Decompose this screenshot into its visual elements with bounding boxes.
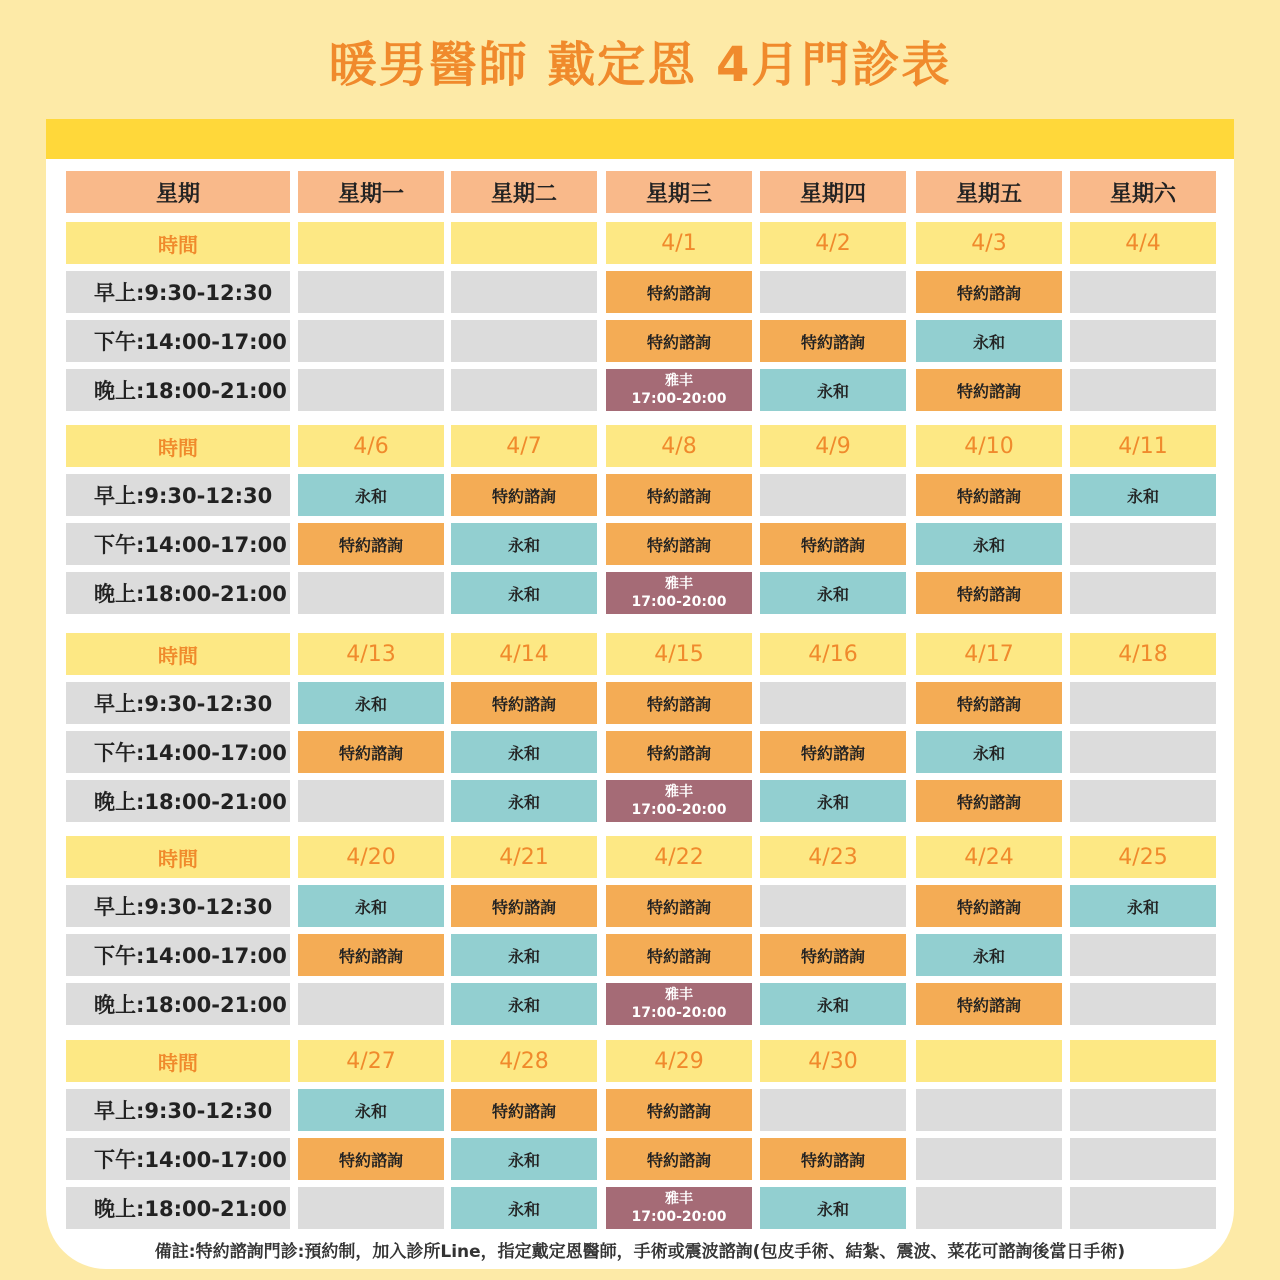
session-cell-yonghe: 永和 <box>451 731 597 773</box>
slot-label-evening: 晚上:18:00-21:00 <box>66 983 290 1025</box>
session-cell-yonghe: 永和 <box>1070 885 1216 927</box>
session-cell-yonghe: 永和 <box>298 474 444 516</box>
session-location: 雅丰 <box>665 1191 693 1207</box>
session-cell-consult: 特約諮詢 <box>760 523 906 565</box>
slot-label-evening: 晚上:18:00-21:00 <box>66 780 290 822</box>
session-cell-empty <box>760 271 906 313</box>
session-cell-empty <box>1070 1138 1216 1180</box>
session-cell-empty <box>298 780 444 822</box>
session-cell-empty <box>916 1138 1062 1180</box>
session-cell-consult: 特約諮詢 <box>916 682 1062 724</box>
session-cell-empty <box>760 885 906 927</box>
slot-label-evening: 晚上:18:00-21:00 <box>66 369 290 411</box>
session-cell-yonghe: 永和 <box>916 523 1062 565</box>
session-cell-consult: 特約諮詢 <box>451 474 597 516</box>
header-cell-weekday: 星期三 <box>606 171 752 213</box>
date-cell: 4/29 <box>606 1040 752 1082</box>
date-cell: 4/23 <box>760 836 906 878</box>
session-cell-yonghe: 永和 <box>451 983 597 1025</box>
slot-label-evening: 晚上:18:00-21:00 <box>66 572 290 614</box>
time-header-cell: 時間 <box>66 633 290 675</box>
slot-label-morning: 早上:9:30-12:30 <box>66 474 290 516</box>
session-cell-yonghe: 永和 <box>760 983 906 1025</box>
date-cell: 4/17 <box>916 633 1062 675</box>
session-cell-consult: 特約諮詢 <box>606 731 752 773</box>
footer-note: 備註:特約諮詢門診:預約制，加入診所Line，指定戴定恩醫師，手術或震波諮詢(包皮手術、結紮、震波、菜花可諮詢後當日手術) <box>154 1242 1126 1262</box>
header-cell-weekday: 星期一 <box>298 171 444 213</box>
date-cell: 4/7 <box>451 425 597 467</box>
session-time: 17:00-20:00 <box>631 1005 727 1021</box>
header-cell-weekday: 星期四 <box>760 171 906 213</box>
session-cell-consult: 特約諮詢 <box>606 523 752 565</box>
session-cell-yonghe: 永和 <box>451 1187 597 1229</box>
date-cell <box>298 222 444 264</box>
session-cell-yonghe: 永和 <box>916 320 1062 362</box>
session-cell-consult: 特約諮詢 <box>916 572 1062 614</box>
date-cell <box>451 222 597 264</box>
session-location: 雅丰 <box>665 987 693 1003</box>
decorative-band <box>46 119 1234 159</box>
slot-label-morning: 早上:9:30-12:30 <box>66 1089 290 1131</box>
header-cell-weekday: 星期五 <box>916 171 1062 213</box>
session-cell-consult: 特約諮詢 <box>916 780 1062 822</box>
session-cell-consult: 特約諮詢 <box>451 682 597 724</box>
session-cell-consult: 特約諮詢 <box>298 523 444 565</box>
slot-label-morning: 早上:9:30-12:30 <box>66 682 290 724</box>
session-cell-consult: 特約諮詢 <box>916 983 1062 1025</box>
header-cell-weekday: 星期六 <box>1070 171 1216 213</box>
date-cell: 4/1 <box>606 222 752 264</box>
session-cell-consult: 特約諮詢 <box>606 1089 752 1131</box>
session-cell-yonghe: 永和 <box>760 572 906 614</box>
session-cell-empty <box>451 320 597 362</box>
session-cell-consult: 特約諮詢 <box>606 682 752 724</box>
slot-label-morning: 早上:9:30-12:30 <box>66 271 290 313</box>
session-cell-yonghe: 永和 <box>451 780 597 822</box>
session-cell-consult: 特約諮詢 <box>606 320 752 362</box>
date-cell: 4/28 <box>451 1040 597 1082</box>
session-cell-consult: 特約諮詢 <box>916 474 1062 516</box>
date-cell: 4/24 <box>916 836 1062 878</box>
session-cell-yonghe: 永和 <box>1070 474 1216 516</box>
session-cell-empty <box>760 1089 906 1131</box>
slot-label-afternoon: 下午:14:00-17:00 <box>66 731 290 773</box>
date-cell: 4/2 <box>760 222 906 264</box>
session-cell-empty <box>916 1187 1062 1229</box>
session-cell-empty <box>451 369 597 411</box>
session-cell-empty <box>760 474 906 516</box>
session-cell-empty <box>1070 572 1216 614</box>
date-cell: 4/14 <box>451 633 597 675</box>
page-title: 暖男醫師 戴定恩 4月門診表 <box>328 37 952 93</box>
session-cell-empty <box>1070 320 1216 362</box>
session-cell-yafeng <box>606 983 752 1025</box>
session-cell-empty <box>1070 682 1216 724</box>
session-cell-consult: 特約諮詢 <box>298 1138 444 1180</box>
session-cell-consult: 特約諮詢 <box>916 271 1062 313</box>
session-cell-yonghe: 永和 <box>451 572 597 614</box>
session-cell-empty <box>1070 1089 1216 1131</box>
date-cell: 4/10 <box>916 425 1062 467</box>
session-cell-empty <box>298 1187 444 1229</box>
session-cell-yonghe: 永和 <box>916 731 1062 773</box>
session-cell-yonghe: 永和 <box>916 934 1062 976</box>
header-cell-label: 星期 <box>66 171 290 213</box>
session-time: 17:00-20:00 <box>631 594 727 610</box>
session-cell-yafeng <box>606 1187 752 1229</box>
session-cell-yonghe: 永和 <box>451 934 597 976</box>
session-cell-empty <box>1070 983 1216 1025</box>
session-cell-consult: 特約諮詢 <box>451 885 597 927</box>
session-cell-consult: 特約諮詢 <box>760 320 906 362</box>
date-cell: 4/8 <box>606 425 752 467</box>
session-time: 17:00-20:00 <box>631 1209 727 1225</box>
slot-label-evening: 晚上:18:00-21:00 <box>66 1187 290 1229</box>
slot-label-morning: 早上:9:30-12:30 <box>66 885 290 927</box>
session-location: 雅丰 <box>665 576 693 592</box>
session-cell-yonghe: 永和 <box>298 1089 444 1131</box>
session-cell-yonghe: 永和 <box>760 780 906 822</box>
session-cell-yonghe: 永和 <box>451 523 597 565</box>
session-cell-yafeng <box>606 369 752 411</box>
session-cell-yonghe: 永和 <box>760 369 906 411</box>
session-cell-empty <box>298 271 444 313</box>
date-cell: 4/21 <box>451 836 597 878</box>
session-location: 雅丰 <box>665 373 693 389</box>
slot-label-afternoon: 下午:14:00-17:00 <box>66 1138 290 1180</box>
session-cell-empty <box>1070 1187 1216 1229</box>
session-cell-empty <box>916 1089 1062 1131</box>
session-cell-empty <box>298 572 444 614</box>
session-cell-empty <box>1070 934 1216 976</box>
session-cell-yafeng <box>606 780 752 822</box>
session-cell-empty <box>1070 271 1216 313</box>
date-cell: 4/25 <box>1070 836 1216 878</box>
session-cell-consult: 特約諮詢 <box>298 731 444 773</box>
session-cell-yafeng <box>606 572 752 614</box>
date-cell: 4/11 <box>1070 425 1216 467</box>
session-cell-yonghe: 永和 <box>298 682 444 724</box>
date-cell: 4/22 <box>606 836 752 878</box>
session-time: 17:00-20:00 <box>631 391 727 407</box>
session-cell-consult: 特約諮詢 <box>606 934 752 976</box>
date-cell: 4/9 <box>760 425 906 467</box>
session-cell-yonghe: 永和 <box>298 885 444 927</box>
session-cell-consult: 特約諮詢 <box>606 271 752 313</box>
session-cell-empty <box>1070 731 1216 773</box>
session-cell-consult: 特約諮詢 <box>606 1138 752 1180</box>
date-cell: 4/15 <box>606 633 752 675</box>
session-cell-consult: 特約諮詢 <box>298 934 444 976</box>
session-cell-empty <box>298 369 444 411</box>
date-cell: 4/16 <box>760 633 906 675</box>
session-time: 17:00-20:00 <box>631 802 727 818</box>
session-cell-consult: 特約諮詢 <box>760 1138 906 1180</box>
time-header-cell: 時間 <box>66 425 290 467</box>
date-cell: 4/4 <box>1070 222 1216 264</box>
session-location: 雅丰 <box>665 784 693 800</box>
slot-label-afternoon: 下午:14:00-17:00 <box>66 523 290 565</box>
session-cell-consult: 特約諮詢 <box>916 369 1062 411</box>
time-header-cell: 時間 <box>66 1040 290 1082</box>
session-cell-empty <box>1070 523 1216 565</box>
session-cell-yonghe: 永和 <box>760 1187 906 1229</box>
session-cell-empty <box>760 682 906 724</box>
slot-label-afternoon: 下午:14:00-17:00 <box>66 934 290 976</box>
date-cell: 4/13 <box>298 633 444 675</box>
date-cell: 4/3 <box>916 222 1062 264</box>
session-cell-empty <box>1070 369 1216 411</box>
session-cell-consult: 特約諮詢 <box>760 934 906 976</box>
date-cell: 4/30 <box>760 1040 906 1082</box>
session-cell-consult: 特約諮詢 <box>451 1089 597 1131</box>
date-cell: 4/27 <box>298 1040 444 1082</box>
time-header-cell: 時間 <box>66 222 290 264</box>
session-cell-empty <box>451 271 597 313</box>
date-cell: 4/20 <box>298 836 444 878</box>
session-cell-consult: 特約諮詢 <box>606 474 752 516</box>
time-header-cell: 時間 <box>66 836 290 878</box>
session-cell-consult: 特約諮詢 <box>760 731 906 773</box>
slot-label-afternoon: 下午:14:00-17:00 <box>66 320 290 362</box>
date-cell <box>916 1040 1062 1082</box>
header-cell-weekday: 星期二 <box>451 171 597 213</box>
date-cell <box>1070 1040 1216 1082</box>
session-cell-consult: 特約諮詢 <box>916 885 1062 927</box>
session-cell-empty <box>298 320 444 362</box>
session-cell-yonghe: 永和 <box>451 1138 597 1180</box>
date-cell: 4/6 <box>298 425 444 467</box>
session-cell-empty <box>298 983 444 1025</box>
session-cell-consult: 特約諮詢 <box>606 885 752 927</box>
date-cell: 4/18 <box>1070 633 1216 675</box>
session-cell-empty <box>1070 780 1216 822</box>
